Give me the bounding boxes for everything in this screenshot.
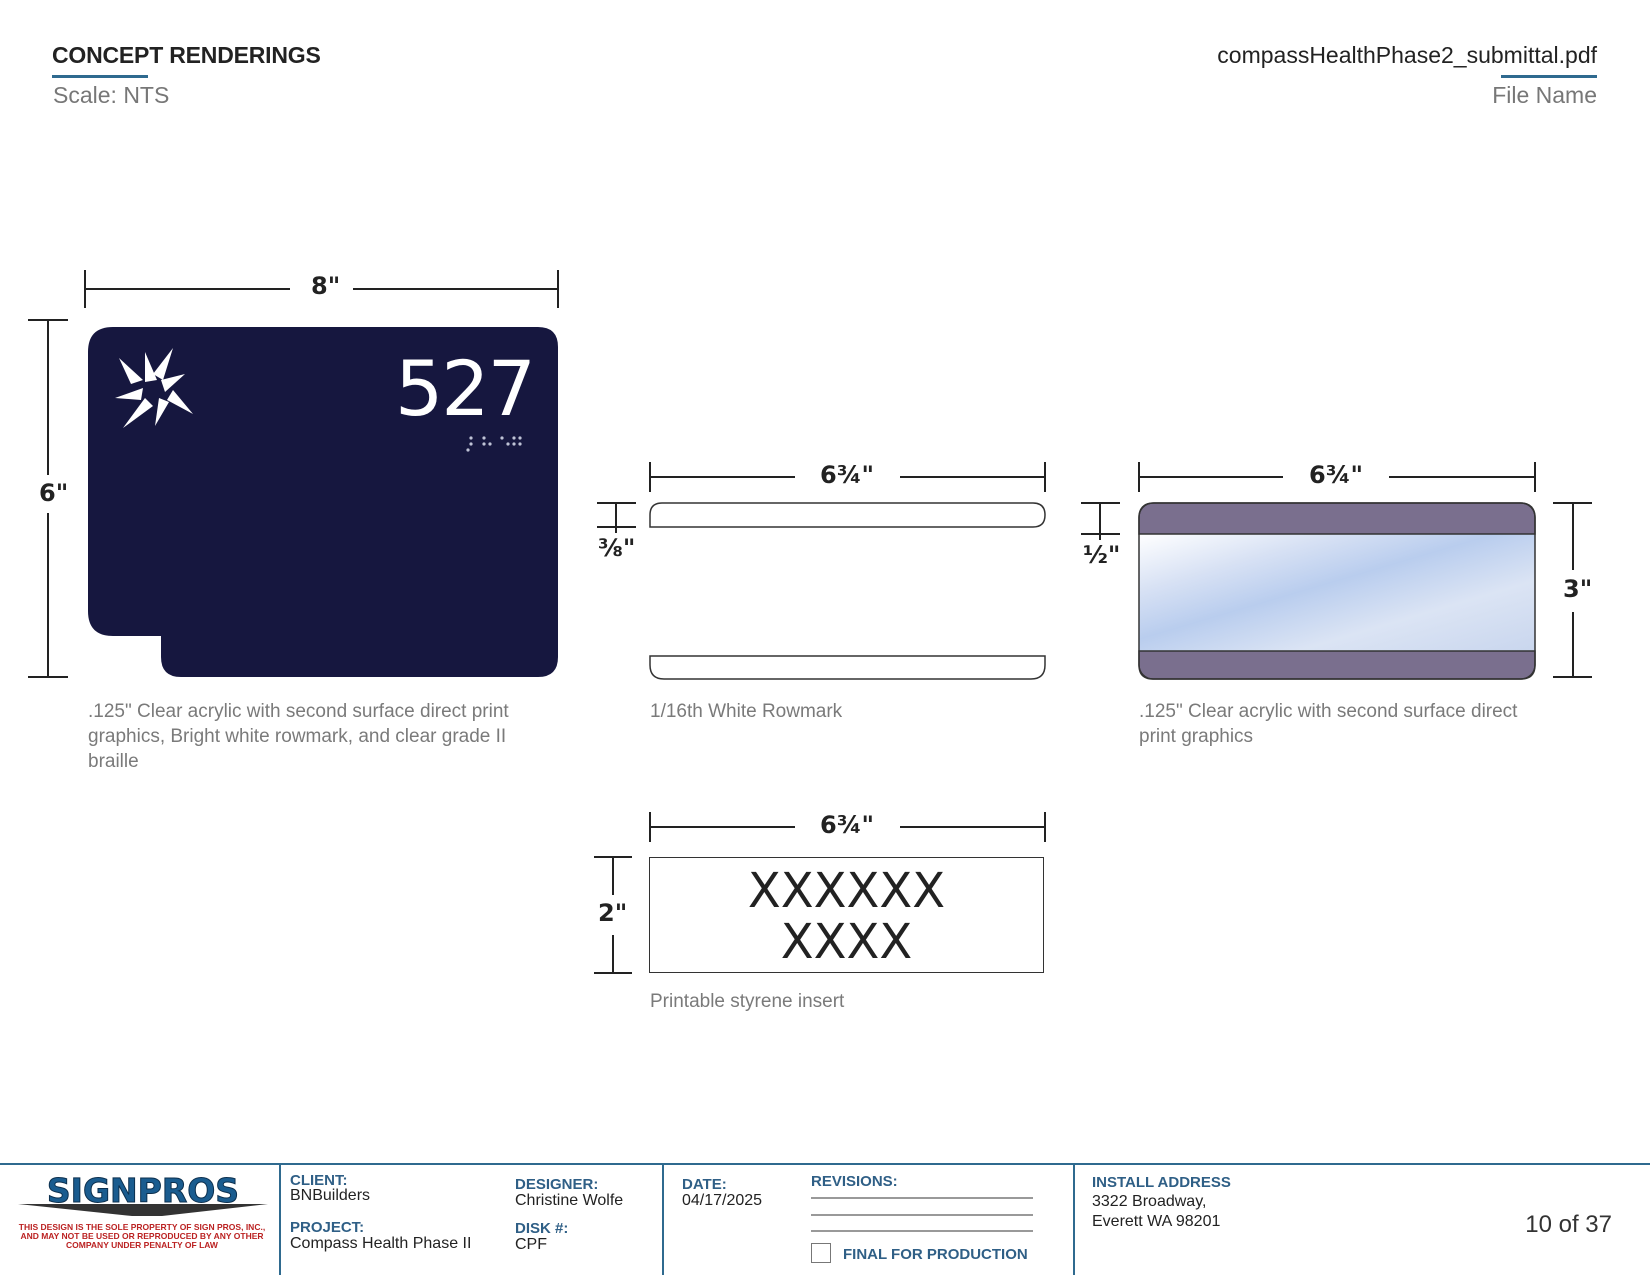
client-value: BNBuilders [290, 1187, 371, 1204]
install-address-label: INSTALL ADDRESS [1092, 1174, 1231, 1191]
revision-line [811, 1197, 1033, 1199]
rowmark-height-dim: ⅜" [598, 534, 636, 562]
disk-label: DISK #: [515, 1220, 569, 1237]
insert-line-1: XXXXXX [747, 863, 946, 919]
room-number: 527 [394, 344, 534, 433]
footer-divider [279, 1163, 281, 1275]
acrylic-band-dim: ½" [1083, 541, 1121, 569]
acrylic-height-dim: 3" [1563, 575, 1593, 603]
revision-line [811, 1230, 1033, 1232]
revision-line [811, 1214, 1033, 1216]
footer-divider [1073, 1163, 1075, 1275]
main-height-dim: 6" [39, 479, 69, 507]
rowmark-top-rail [650, 503, 1045, 527]
page-title: CONCEPT RENDERINGS [52, 42, 321, 68]
legal-notice: THIS DESIGN IS THE SOLE PROPERTY OF SIGN PROS, INC., AND MAY NOT BE USED OR REPRODUCED BY ANY OTHER COMPANY UNDER PENALTY OF LAW [18, 1222, 266, 1250]
styrene-insert [649, 857, 1044, 973]
rowmark-width-dim: 6¾" [820, 461, 875, 489]
designer-value: Christine Wolfe [515, 1192, 624, 1209]
acrylic-bottom-band [1139, 651, 1535, 679]
acrylic-top-band [1139, 503, 1535, 534]
acrylic-caption: .125" Clear acrylic with second surface direct print graphics [1139, 701, 1518, 747]
final-for-production-checkbox[interactable] [811, 1243, 831, 1263]
logo-text: SIGNPROS [46, 1172, 240, 1210]
acrylic-glass [1139, 534, 1535, 651]
date-value: 04/17/2025 [682, 1192, 763, 1209]
final-for-production-label: FINAL FOR PRODUCTION [843, 1246, 1028, 1263]
page-number: 10 of 37 [1525, 1211, 1612, 1238]
scale-label: Scale: NTS [53, 82, 170, 108]
project-label: PROJECT: [290, 1219, 365, 1236]
signpros-logo [12, 1172, 274, 1222]
file-name-label: File Name [1492, 82, 1597, 108]
insert-width-dim: 6¾" [820, 811, 875, 839]
file-name: compassHealthPhase2_submittal.pdf [1217, 42, 1597, 68]
disk-value: CPF [515, 1236, 547, 1253]
address-line-2: Everett WA 98201 [1092, 1213, 1221, 1230]
main-sign-caption: .125" Clear acrylic with second surface direct print graphics, Bright white rowmark, and clear grade II braille [88, 701, 509, 772]
project-value: Compass Health Phase II [290, 1235, 472, 1252]
address-line-1: 3322 Broadway, [1092, 1193, 1207, 1210]
main-width-dim: 8" [311, 272, 341, 300]
designer-label: DESIGNER: [515, 1176, 599, 1193]
client-label: CLIENT: [290, 1172, 348, 1189]
rowmark-bottom-rail [650, 656, 1045, 679]
rowmark-caption: 1/16th White Rowmark [650, 701, 843, 722]
acrylic-width-dim: 6¾" [1309, 461, 1364, 489]
footer-divider [662, 1163, 664, 1275]
date-label: DATE: [682, 1176, 727, 1193]
insert-height-dim: 2" [598, 899, 628, 927]
insert-caption: Printable styrene insert [650, 991, 845, 1012]
revisions-label: REVISIONS: [811, 1173, 898, 1190]
insert-line-2: XXXX [780, 914, 913, 970]
